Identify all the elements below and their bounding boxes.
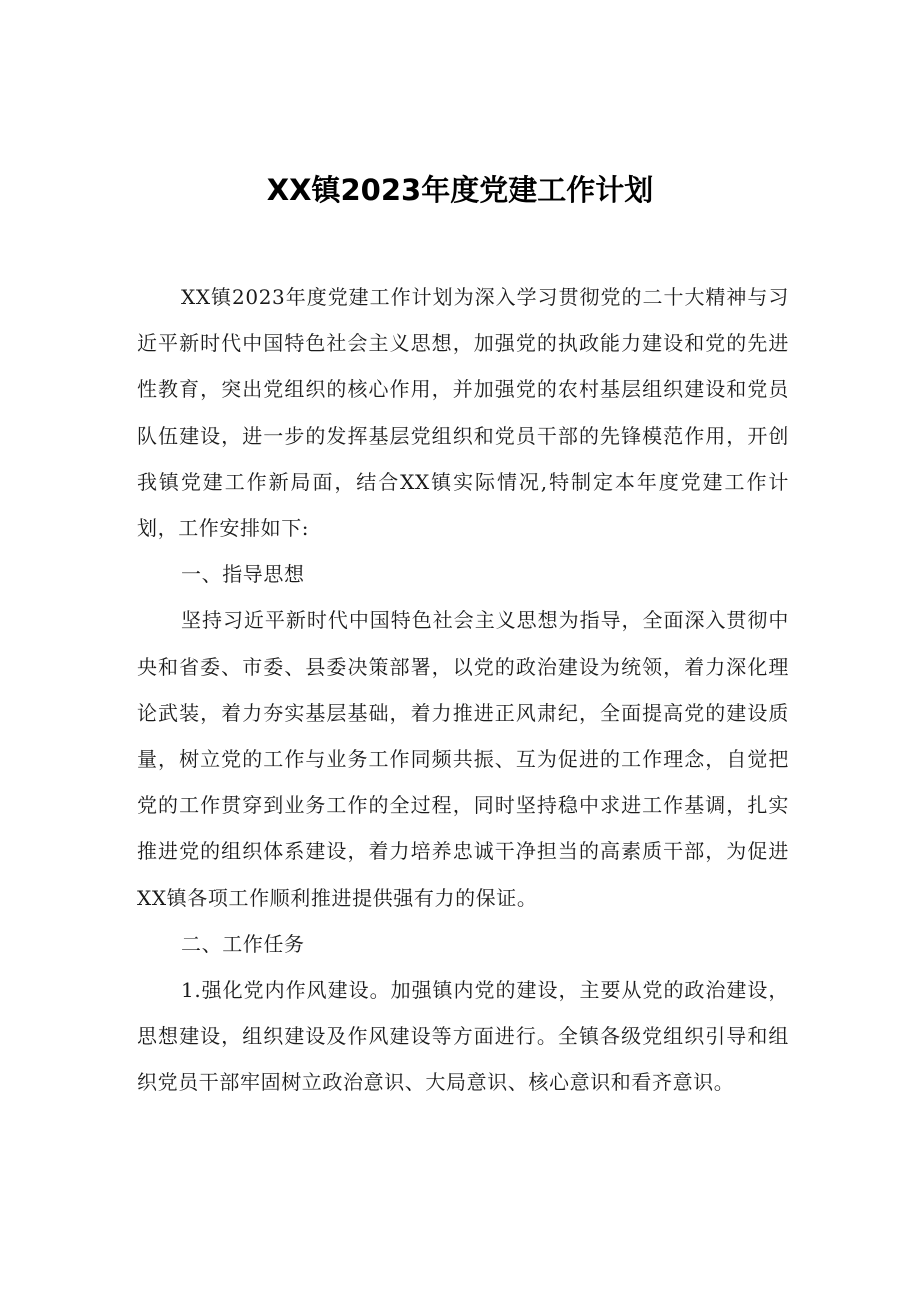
section-heading-guiding-ideology: 一、指导思想	[181, 562, 305, 587]
guiding-ideology-paragraph: 坚持习近平新时代中国特色社会主义思想为指导，全面深入贯彻中央和省委、市委、县委决策部署，以党的政治建设为统领，着力深化理论武装，着力夯实基层基础，着力推进正风肃纪，全面提高党的建设质量，树立党的工作与业务工作同频共振、互为促进的工作理念，自觉把党的工作贯穿到业务工作的全过程，同时坚持稳中求进工作基调，扎实推进党的组织体系建设，着力培养忠诚干净担当的高素质干部，为促进XX镇各项工作顺利推进提供强有力的保证。	[137, 608, 789, 910]
intro-paragraph: XX镇2023年度党建工作计划为深入学习贯彻党的二十大精神与习近平新时代中国特色社会主义思想，加强党的执政能力建设和党的先进性教育，突出党组织的核心作用，并加强党的农村基层组织建设和党员队伍建设，进一步的发挥基层党组织和党员干部的先锋模范作用，开创我镇党建工作新局面，结合XX镇实际情况,特制定本年度党建工作计划，工作安排如下:	[137, 285, 789, 541]
section-heading-work-tasks: 二、工作任务	[181, 931, 305, 956]
document-title: XX镇2023年度党建工作计划	[266, 173, 654, 207]
work-task-item-1: 1.强化党内作风建设。加强镇内党的建设，主要从党的政治建设，思想建设，组织建设及作风建设等方面进行。全镇各级党组织引导和组织党员干部牢固树立政治意识、大局意识、核心意识和看齐意识。	[137, 978, 789, 1095]
document-body	[137, 274, 789, 1106]
